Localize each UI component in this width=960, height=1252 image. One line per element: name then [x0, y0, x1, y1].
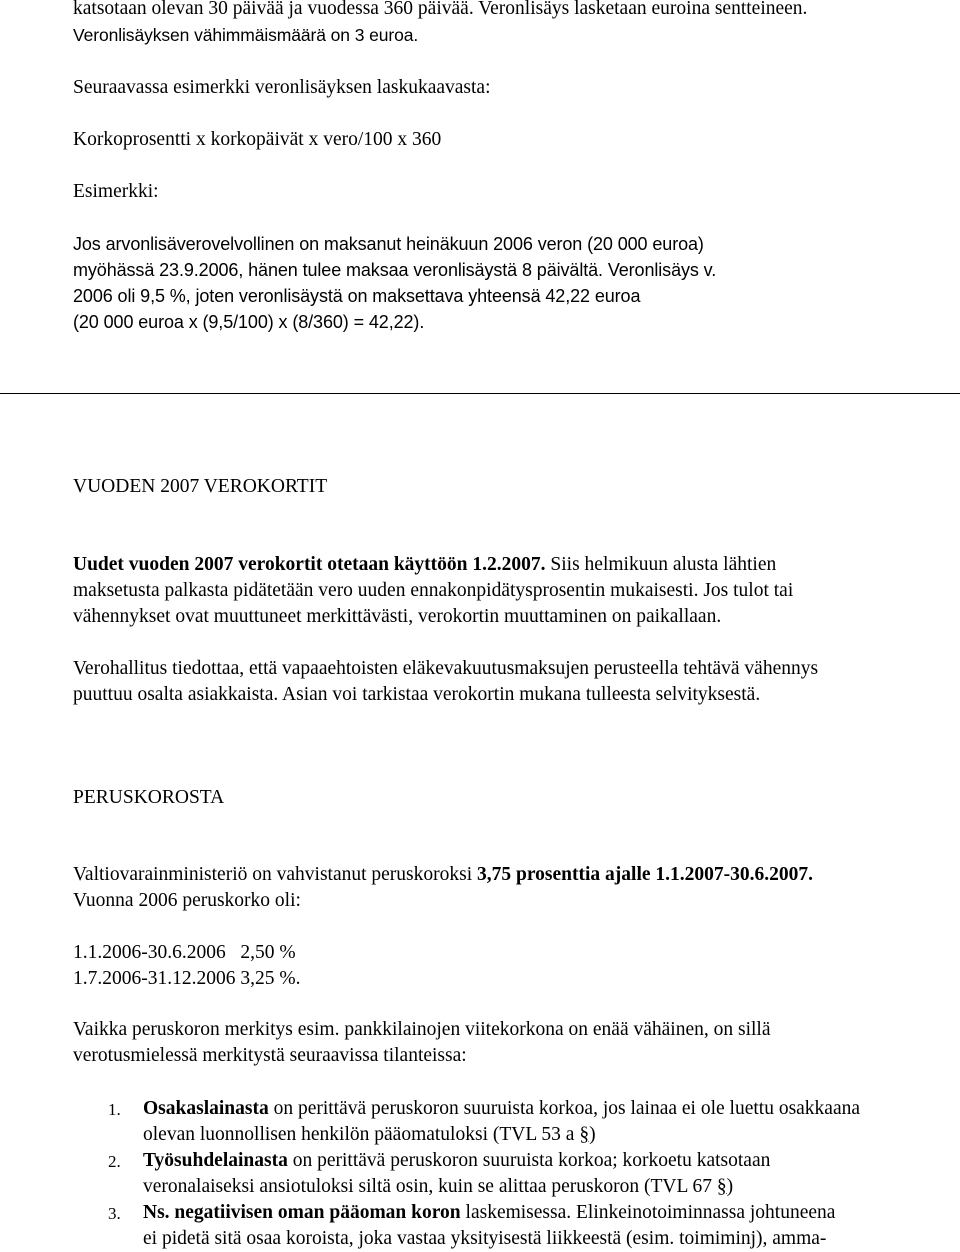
- list-item-number: 2.: [108, 1152, 121, 1171]
- verokortit-lead-rest: Siis helmikuun alusta lähtien: [545, 554, 777, 575]
- peruskorko-para-2-line-1: Vaikka peruskoron merkitys esim. pankkilainojen viitekorkona on enää vähäinen, on sillä: [73, 1019, 771, 1040]
- verokortit-para-2-line-2: puuttuu osalta asiakkaista. Asian voi tarkistaa verokortin mukana tulleesta selvityksestä.: [73, 684, 761, 705]
- rate-row-2: 1.7.2006-31.12.2006 3,25 %.: [73, 968, 301, 989]
- example-line-2: myöhässä 23.9.2006, hänen tulee maksaa veronlisäystä 8 päivältä. Veronlisäys v.: [73, 260, 717, 280]
- list-item-text: ): [589, 1124, 596, 1145]
- list-item-number: 3.: [108, 1204, 121, 1223]
- intro-line-2: Veronlisäyksen vähimmäismäärä on 3 euroa.: [73, 25, 419, 45]
- list-item-line-2: [143, 1174, 733, 1200]
- section-divider: [0, 393, 960, 394]
- example-lead: Seuraavassa esimerkki veronlisäyksen laskukaavasta:: [73, 77, 491, 98]
- peruskorko-para-1-line-1: [73, 862, 813, 888]
- list-item-term: Osakaslainasta: [143, 1098, 269, 1119]
- list-item-line-1: [143, 1200, 835, 1226]
- formula: Korkoprosentti x korkopäivät x vero/100 x 360: [73, 129, 442, 150]
- list-item-line-1: [143, 1096, 860, 1122]
- peruskorko-heading: PERUSKOROSTA: [73, 787, 225, 808]
- example-label: Esimerkki:: [73, 181, 159, 202]
- list-item-term: Ns. negatiivisen oman pääoman koron: [143, 1202, 461, 1223]
- list-item-text: on perittävä peruskoron suuruista korkoa, jos lainaa ei ole luettu osakkaana: [268, 1098, 861, 1119]
- example-line-4: (20 000 euroa x (9,5/100) x (8/360) = 42,22).: [73, 312, 425, 332]
- example-line-1: Jos arvonlisäverovelvollinen on maksanut heinäkuun 2006 veron (20 000 euroa): [73, 234, 704, 254]
- verokortit-bold-lead: Uudet vuoden 2007 verokortit otetaan käyttöön 1.2.2007.: [73, 554, 546, 575]
- intro-line-1: katsotaan olevan 30 päivää ja vuodessa 360 päivää. Veronlisäys lasketaan euroina sentteineen.: [73, 0, 808, 19]
- section-sign: §: [716, 1176, 727, 1197]
- list-item-text: laskemisessa. Elinkeinotoiminnassa johtuneena: [460, 1202, 836, 1223]
- rate-row-1: 1.1.2006-30.6.2006 2,50 %: [73, 942, 296, 963]
- verokortit-para-1-line-2: maksetusta palkasta pidätetään vero uuden ennakonpidätysprosentin mukaisesti. Jos tulot tai: [73, 580, 794, 601]
- verokortit-para-1-line-1: [73, 552, 776, 578]
- list-item-line-2: [143, 1226, 826, 1252]
- verokortit-heading: VUODEN 2007 VEROKORTIT: [73, 476, 328, 497]
- list-item-term: Työsuhdelainasta: [143, 1150, 288, 1171]
- verokortit-para-1-line-3: vähennykset ovat muuttuneet merkittävästi, verokortin muuttaminen on paikallaan.: [73, 606, 722, 627]
- list-item-text: veronalaiseksi ansiotuloksi siltä osin, kuin se alittaa peruskoron (TVL 67: [143, 1176, 717, 1197]
- list-item-text: ei pidetä sitä osaa koroista, joka vastaa yksityisestä liikkeestä (esim. toimiminj), amma-: [143, 1228, 827, 1249]
- list-item-line-2: [143, 1122, 596, 1148]
- list-item-text: ): [726, 1176, 734, 1197]
- list-item-line-1: [143, 1148, 770, 1174]
- example-line-3: 2006 oli 9,5 %, joten veronlisäystä on maksettava yhteensä 42,22 euroa: [73, 286, 641, 306]
- list-item-text: olevan luonnollisen henkilön pääomatuloksi (TVL 53 a: [143, 1124, 580, 1145]
- peruskorko-para-1-line-2: Vuonna 2006 peruskorko oli:: [73, 890, 301, 911]
- peruskorko-lead: Valtiovarainministeriö on vahvistanut peruskoroksi: [73, 864, 478, 885]
- peruskorko-para-2-line-2: verotusmielessä merkitystä seuraavissa tilanteissa:: [73, 1045, 467, 1066]
- verokortit-para-2-line-1: Verohallitus tiedottaa, että vapaaehtoisten eläkevakuutusmaksujen perusteella tehtävä vähennys: [73, 658, 819, 679]
- section-sign: §: [579, 1124, 590, 1145]
- peruskorko-rate-bold: 3,75 prosenttia ajalle 1.1.2007-30.6.2007.: [477, 864, 814, 885]
- list-item-number: 1.: [108, 1100, 121, 1119]
- list-item-text: on perittävä peruskoron suuruista korkoa; korkoetu katsotaan: [287, 1150, 771, 1171]
